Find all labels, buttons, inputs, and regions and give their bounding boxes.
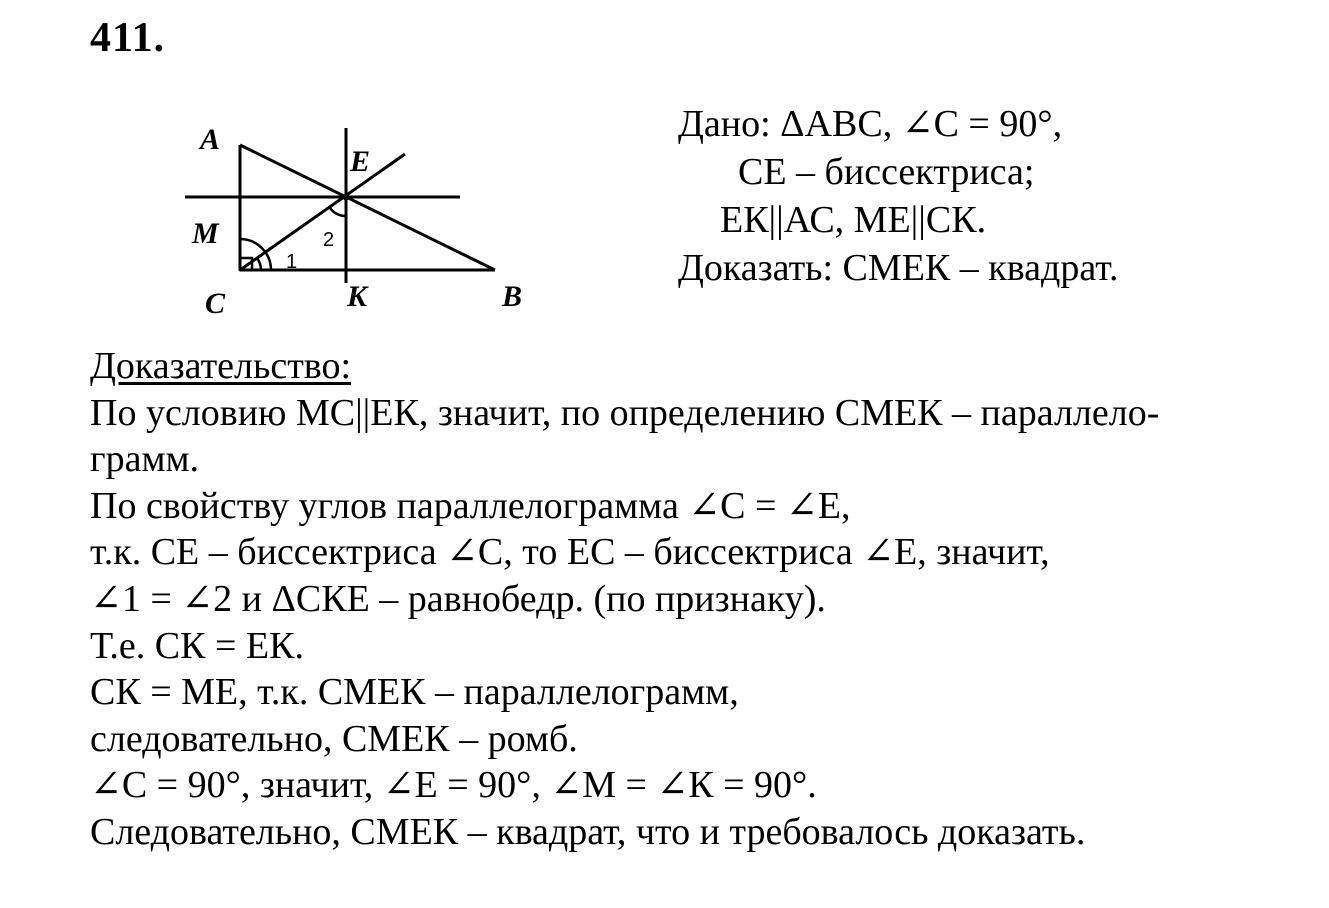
geometry-diagram bbox=[180, 118, 540, 328]
label-c: C bbox=[205, 287, 226, 320]
problem-number: 411. bbox=[90, 15, 166, 61]
label-b: B bbox=[502, 280, 523, 313]
label-k: K bbox=[347, 280, 368, 313]
angle-arc-c-1 bbox=[257, 258, 261, 270]
proof-heading: Доказательство: bbox=[90, 345, 352, 387]
angle-arc-e-2 bbox=[330, 208, 346, 216]
label-e: E bbox=[350, 145, 371, 178]
angle-label-1: 1 bbox=[286, 251, 298, 273]
proof-line: следовательно, СМЕК – ромб. bbox=[90, 717, 578, 760]
angle-label-2: 2 bbox=[323, 229, 335, 251]
proof-line: Следовательно, СМЕК – квадрат, что и требовалось доказать. bbox=[90, 810, 1086, 853]
label-m: M bbox=[192, 217, 219, 250]
given-line-4: Доказать: СМЕК – квадрат. bbox=[678, 247, 1119, 289]
given-line-3: ЕК||АС, МЕ||СК. bbox=[720, 199, 987, 241]
proof-block bbox=[90, 343, 1159, 856]
proof-line: СК = МЕ, т.к. СМЕК – параллелограмм, bbox=[90, 671, 739, 714]
proof-line: ∠1 = ∠2 и ΔСКЕ – равнобедр. (по признаку). bbox=[90, 577, 826, 620]
diagram-svg bbox=[180, 118, 540, 328]
proof-line: По свойству углов параллелограмма ∠С = ∠Е, bbox=[90, 484, 851, 527]
proof-line: ∠С = 90°, значит, ∠Е = 90°, ∠М = ∠К = 90°. bbox=[90, 764, 817, 807]
given-line-1: Дано: ΔАВС, ∠С = 90°, bbox=[678, 103, 1063, 145]
point-e-dot bbox=[343, 194, 350, 201]
proof-line: По условию МС||ЕК, значит, по определению СМЕК – параллело- bbox=[90, 391, 1160, 434]
proof-line: т.к. СЕ – биссектриса ∠С, то ЕС – биссектриса ∠Е, значит, bbox=[90, 531, 1050, 574]
given-line-2: СЕ – биссектриса; bbox=[738, 151, 1035, 193]
label-a: A bbox=[200, 123, 221, 156]
proof-line: грамм. bbox=[90, 438, 200, 481]
given-block bbox=[678, 100, 1119, 292]
proof-line: Т.е. СК = ЕК. bbox=[90, 624, 304, 667]
